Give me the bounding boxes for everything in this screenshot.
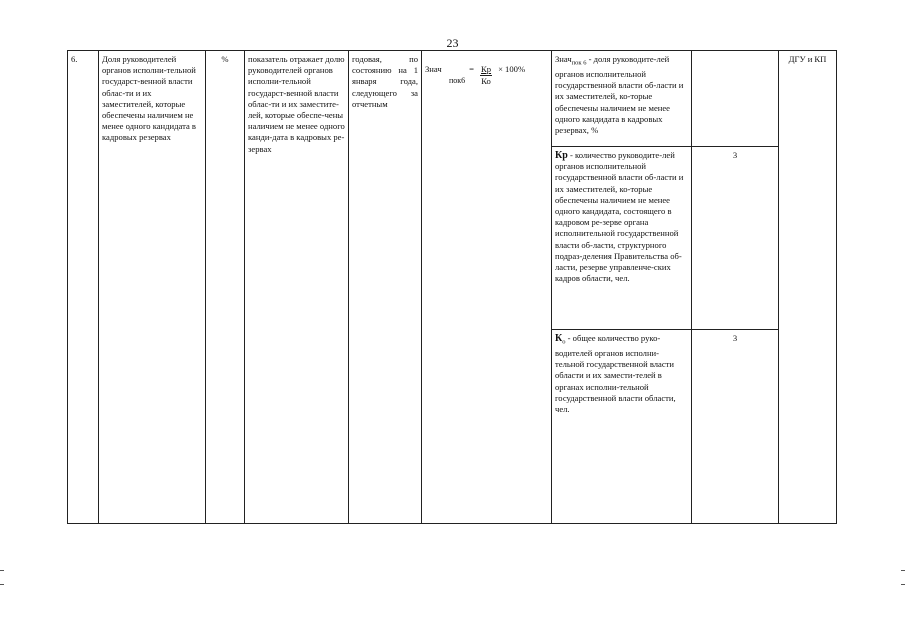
definition-symbol-sub: о (562, 338, 566, 346)
definition-cell-2 (552, 147, 692, 330)
formula-denominator: Ко (481, 76, 491, 87)
periodicity-cell (349, 51, 422, 524)
source-value: 3 (732, 150, 738, 160)
formula-suffix: × 100% (498, 64, 526, 74)
unit-cell (206, 51, 245, 524)
margin-mark-right (901, 570, 905, 571)
margin-mark-left (0, 584, 4, 585)
indicator-table (67, 50, 837, 524)
definition-symbol-sub: пок 6 (571, 59, 587, 67)
formula-cell (422, 51, 552, 524)
formula-numerator: Кр (480, 64, 492, 76)
formula-lhs (425, 64, 465, 86)
formula-prefix: Знач (425, 64, 442, 74)
description-cell (245, 51, 349, 524)
definition-symbol: Кр (555, 150, 568, 161)
definition-text: - количество руководите-лей органов исполнительной государственной власти об-ласти и их заместителей, ко-торые обеспечены наличием не менее одного кандидата, состоящего в кадровом ре-зерве органа исполнительной государственной власти об-ласти, структурного подраз-деления Правительства об-ласти, резерве управленче-ских кадров области, чел. (555, 150, 684, 284)
source-cell-3 (692, 330, 779, 524)
row-number: 6. (71, 54, 78, 64)
row-number-cell (68, 51, 99, 524)
definition-symbol: К (555, 333, 563, 344)
page-number: 23 (446, 36, 459, 50)
responsible-cell (779, 51, 837, 524)
source-cell-2 (692, 147, 779, 330)
definition-text: - доля руководите-лей органов исполнительной государственной власти об-ласти и их заместителей, ко-торые обеспечены наличием не менее одного кандидата в кадровых резервах, % (555, 54, 684, 135)
formula (425, 64, 548, 87)
responsible: ДГУ и КП (788, 54, 827, 64)
source-cell-1 (692, 51, 779, 147)
margin-mark-right (901, 584, 905, 585)
definition-text: - общее количество руко-водителей органов исполни-тельной государственной власти области и их замести-телей в органах исполни-тельной государственной власти области, чел. (555, 333, 676, 414)
indicator-name: Доля руководителей органов исполни-тельной государст-венной власти облас-ти и их заместителей, которые обеспечены наличием не менее одного кандидата в кадровых резервах (102, 54, 196, 143)
definition-cell-1 (552, 51, 692, 147)
unit: % (221, 54, 229, 64)
indicator-description: показатель отражает долю руководителей органов исполни-тельной государст-венной власти облас-ти и их заместите-лей, которые обеспе-чены наличием не менее одного канди-дата в кадровых ре-зервах (248, 54, 345, 154)
formula-equals: = (469, 64, 475, 74)
formula-subscript: пок6 (449, 76, 466, 85)
source-value: 3 (732, 333, 738, 343)
indicator-name-cell (99, 51, 206, 524)
formula-fraction (480, 64, 492, 87)
margin-mark-left (0, 570, 4, 571)
periodicity: годовая, по состоянию на 1 января года, следующего за отчетным (352, 54, 418, 109)
definition-symbol: Знач (555, 54, 572, 64)
definition-cell-3 (552, 330, 692, 524)
